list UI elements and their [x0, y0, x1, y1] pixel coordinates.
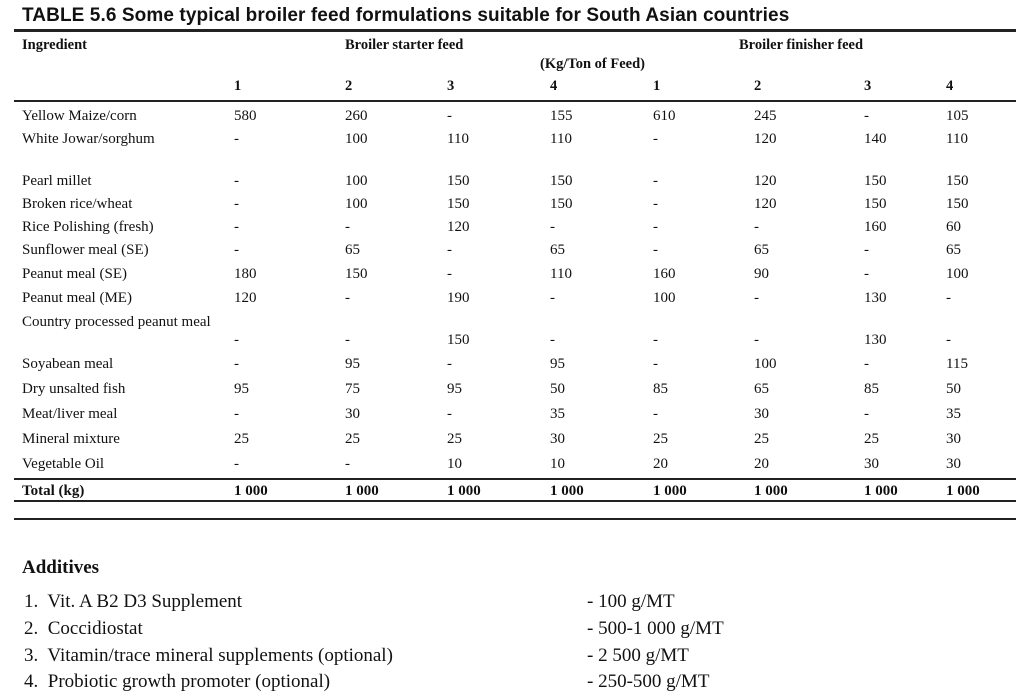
table-cell: 110	[550, 131, 572, 147]
table-cell: 260	[345, 108, 368, 124]
table-cell: -	[754, 219, 759, 235]
table-cell: 150	[864, 196, 887, 212]
table-cell: 30	[345, 406, 360, 422]
table-cell: 150	[447, 332, 470, 348]
ingredient-name: Peanut meal (SE)	[22, 266, 127, 282]
table-cell: -	[234, 219, 239, 235]
total-cell: 1 000	[345, 483, 379, 499]
table-cell: 150	[447, 196, 470, 212]
table-cell: 35	[946, 406, 961, 422]
table-cell: -	[864, 242, 869, 258]
table-cell: 100	[754, 356, 777, 372]
bottom-rule	[14, 518, 1016, 520]
table-cell: -	[234, 131, 239, 147]
total-cell: 1 000	[234, 483, 268, 499]
column-number-header: 1	[234, 78, 242, 94]
table-cell: 25	[864, 431, 879, 447]
table-cell: 120	[754, 131, 777, 147]
table-cell: 110	[550, 266, 572, 282]
table-cell: -	[234, 332, 239, 348]
additive-label: 3. Vitamin/trace mineral supplements (optional)	[24, 645, 393, 666]
ingredient-name: Pearl millet	[22, 173, 92, 189]
top-rule	[14, 29, 1016, 32]
total-rule-bottom	[14, 500, 1016, 502]
table-cell: -	[345, 290, 350, 306]
table-cell: 20	[754, 456, 769, 472]
total-cell: 1 000	[754, 483, 788, 499]
table-cell: 150	[345, 266, 368, 282]
table-cell: 115	[946, 356, 968, 372]
table-cell: -	[864, 356, 869, 372]
table-cell: 10	[550, 456, 565, 472]
table-cell: 65	[345, 242, 360, 258]
table-cell: 25	[234, 431, 249, 447]
table-cell: -	[653, 196, 658, 212]
column-number-header: 3	[864, 78, 872, 94]
table-cell: 95	[447, 381, 462, 397]
table-cell: -	[447, 356, 452, 372]
table-cell: -	[234, 406, 239, 422]
table-cell: 50	[946, 381, 961, 397]
additive-label: 1. Vit. A B2 D3 Supplement	[24, 591, 243, 612]
header-ingredient: Ingredient	[22, 37, 87, 53]
additive-amount: - 2 500 g/MT	[587, 645, 689, 666]
ingredient-name: Vegetable Oil	[22, 456, 105, 472]
table-cell: 130	[864, 290, 887, 306]
table-cell: 95	[550, 356, 565, 372]
table-cell: 150	[447, 173, 470, 189]
header-rule	[14, 100, 1016, 102]
table-cell: -	[447, 108, 452, 124]
ingredient-name: Sunflower meal (SE)	[22, 242, 149, 258]
table-cell: 65	[946, 242, 961, 258]
table-cell: -	[653, 131, 658, 147]
table-cell: 30	[946, 431, 961, 447]
table-cell: 25	[754, 431, 769, 447]
table-cell: 120	[234, 290, 257, 306]
table-cell: -	[447, 242, 452, 258]
table-cell: 85	[864, 381, 879, 397]
table-cell: 25	[447, 431, 462, 447]
table-cell: -	[653, 406, 658, 422]
ingredient-name: Yellow Maize/corn	[22, 108, 137, 124]
table-cell: -	[754, 332, 759, 348]
table-cell: -	[946, 332, 951, 348]
table-cell: -	[653, 332, 658, 348]
column-number-header: 3	[447, 78, 455, 94]
table-cell: 610	[653, 108, 676, 124]
table-cell: 120	[754, 196, 777, 212]
column-number-header: 4	[946, 78, 954, 94]
table-title: TABLE 5.6 Some typical broiler feed formulations suitable for South Asian countries	[22, 5, 790, 26]
total-rule-top	[14, 478, 1016, 480]
table-cell: 150	[946, 196, 969, 212]
table-cell: 180	[234, 266, 257, 282]
table-cell: -	[234, 356, 239, 372]
additive-label: 2. Coccidiostat	[24, 618, 143, 639]
table-cell: 65	[754, 242, 769, 258]
table-cell: -	[447, 266, 452, 282]
table-cell: 65	[550, 242, 565, 258]
total-cell: 1 000	[550, 483, 584, 499]
table-cell: 160	[864, 219, 887, 235]
table-cell: 150	[550, 173, 573, 189]
table-cell: 130	[864, 332, 887, 348]
additives-title: Additives	[22, 557, 100, 578]
additive-amount: - 100 g/MT	[587, 591, 675, 612]
table-cell: 30	[754, 406, 769, 422]
table-cell: 75	[345, 381, 360, 397]
table-cell: -	[345, 219, 350, 235]
table-cell: 150	[550, 196, 573, 212]
total-cell: 1 000	[653, 483, 687, 499]
table-cell: 110	[447, 131, 469, 147]
additive-amount: - 500-1 000 g/MT	[587, 618, 724, 639]
table-cell: 35	[550, 406, 565, 422]
table-cell: 120	[447, 219, 470, 235]
table-cell: 60	[946, 219, 961, 235]
table-cell: 30	[864, 456, 879, 472]
table-cell: 90	[754, 266, 769, 282]
additive-label: 4. Probiotic growth promoter (optional)	[24, 671, 331, 692]
total-cell: 1 000	[946, 483, 980, 499]
table-cell: -	[345, 332, 350, 348]
table-cell: -	[550, 219, 555, 235]
header-starter-feed: Broiler starter feed	[345, 37, 464, 53]
table-cell: 30	[550, 431, 565, 447]
total-cell: 1 000	[864, 483, 898, 499]
additive-amount: - 250-500 g/MT	[587, 671, 710, 692]
column-number-header: 4	[550, 78, 558, 94]
table-cell: -	[946, 290, 951, 306]
total-label: Total (kg)	[22, 483, 85, 499]
table-cell: -	[550, 332, 555, 348]
table-cell: 95	[234, 381, 249, 397]
table-cell: 25	[653, 431, 668, 447]
column-number-header: 2	[345, 78, 353, 94]
table-cell: 85	[653, 381, 668, 397]
table-cell: 25	[345, 431, 360, 447]
table-cell: 100	[345, 173, 368, 189]
ingredient-name: Broken rice/wheat	[22, 196, 133, 212]
table-cell: -	[864, 108, 869, 124]
table-cell: 100	[946, 266, 969, 282]
ingredient-name: Dry unsalted fish	[22, 381, 126, 397]
header-finisher-feed: Broiler finisher feed	[739, 37, 864, 53]
table-cell: 110	[946, 131, 968, 147]
table-cell: -	[653, 219, 658, 235]
ingredient-name: Peanut meal (ME)	[22, 290, 132, 306]
table-cell: 30	[946, 456, 961, 472]
total-cell: 1 000	[447, 483, 481, 499]
table-cell: -	[447, 406, 452, 422]
table-cell: -	[754, 290, 759, 306]
table-cell: 120	[754, 173, 777, 189]
table-cell: 150	[946, 173, 969, 189]
ingredient-name: White Jowar/sorghum	[22, 131, 155, 147]
table-cell: -	[653, 356, 658, 372]
table-cell: -	[234, 196, 239, 212]
table-cell: 245	[754, 108, 777, 124]
table-cell: 105	[946, 108, 969, 124]
table-cell: -	[653, 242, 658, 258]
table-cell: 140	[864, 131, 887, 147]
table-cell: -	[864, 266, 869, 282]
table-cell: 100	[653, 290, 676, 306]
ingredient-name: Rice Polishing (fresh)	[22, 219, 154, 235]
ingredient-name: Soyabean meal	[22, 356, 114, 372]
table-cell: -	[864, 406, 869, 422]
table-cell: -	[234, 173, 239, 189]
table-cell: 150	[864, 173, 887, 189]
column-number-header: 2	[754, 78, 762, 94]
table-cell: 65	[754, 381, 769, 397]
table-cell: 100	[345, 196, 368, 212]
ingredient-name: Meat/liver meal	[22, 406, 118, 422]
table-cell: 50	[550, 381, 565, 397]
table-cell: -	[234, 242, 239, 258]
header-unit: (Kg/Ton of Feed)	[540, 56, 645, 72]
table-cell: 155	[550, 108, 573, 124]
table-cell: -	[550, 290, 555, 306]
column-number-header: 1	[653, 78, 661, 94]
ingredient-name: Mineral mixture	[22, 431, 120, 447]
ingredient-name: Country processed peanut meal	[22, 314, 211, 330]
table-cell: 580	[234, 108, 257, 124]
table-cell: 95	[345, 356, 360, 372]
table-cell: 10	[447, 456, 462, 472]
table-cell: 190	[447, 290, 470, 306]
table-cell: 100	[345, 131, 368, 147]
table-cell: -	[345, 456, 350, 472]
table-cell: 20	[653, 456, 668, 472]
table-cell: 160	[653, 266, 676, 282]
table-cell: -	[653, 173, 658, 189]
table-cell: -	[234, 456, 239, 472]
